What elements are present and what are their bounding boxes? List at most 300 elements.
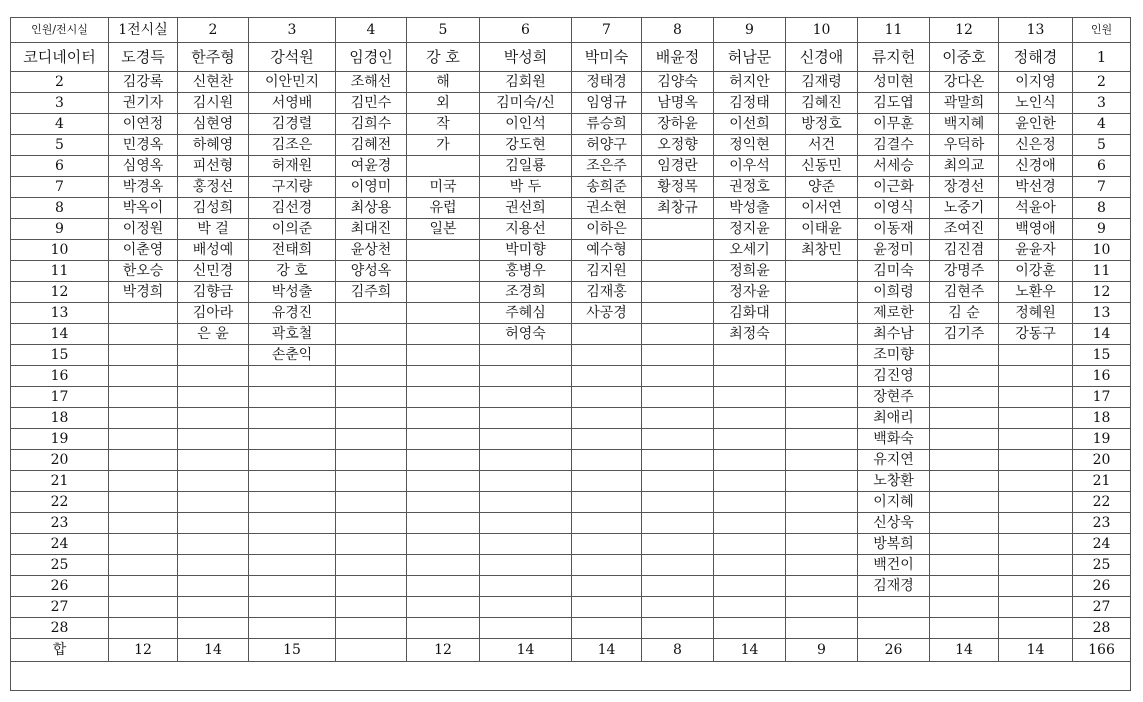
- table-cell: [642, 366, 714, 387]
- table-cell: 심현영: [178, 114, 249, 135]
- table-cell: 최창민: [786, 240, 858, 261]
- table-cell: 이연정: [109, 114, 178, 135]
- table-cell: [249, 597, 336, 618]
- table-cell: 김진영: [858, 366, 930, 387]
- table-cell: [714, 450, 786, 471]
- header-cell: 2: [178, 18, 249, 43]
- table-cell: 외: [407, 93, 480, 114]
- table-cell: [642, 282, 714, 303]
- table-row: [11, 597, 1131, 618]
- table-cell: [480, 534, 572, 555]
- table-cell: 이지혜: [858, 492, 930, 513]
- table-cell: 장현주: [858, 387, 930, 408]
- table-cell: 양성옥: [336, 261, 407, 282]
- table-cell: 최의교: [930, 156, 999, 177]
- table-cell: 류승희: [572, 114, 642, 135]
- table-cell: [109, 471, 178, 492]
- table-cell: 김 순: [930, 303, 999, 324]
- table-cell: 11: [1073, 261, 1131, 282]
- table-cell: [786, 282, 858, 303]
- table-cell: 서영배: [249, 93, 336, 114]
- table-cell: 정해경: [999, 43, 1073, 72]
- table-cell: [336, 450, 407, 471]
- table-cell: [407, 534, 480, 555]
- table-row: [11, 219, 1131, 240]
- table-cell: [480, 618, 572, 639]
- table-cell: 22: [1073, 492, 1131, 513]
- table-cell: [714, 471, 786, 492]
- table-cell: [407, 471, 480, 492]
- table-cell: [930, 597, 999, 618]
- table-cell: 도경득: [109, 43, 178, 72]
- header-cell: 5: [407, 18, 480, 43]
- table-cell: 오세기: [714, 240, 786, 261]
- table-cell: 9: [11, 219, 109, 240]
- total-cell: 166: [1073, 639, 1131, 662]
- table-cell: 16: [11, 366, 109, 387]
- table-row: [11, 177, 1131, 198]
- table-cell: [336, 324, 407, 345]
- table-cell: 강동구: [999, 324, 1073, 345]
- table-cell: 허남문: [714, 43, 786, 72]
- table-cell: 김주희: [336, 282, 407, 303]
- table-cell: [109, 303, 178, 324]
- table-cell: [714, 576, 786, 597]
- table-cell: 17: [11, 387, 109, 408]
- table-cell: 노창환: [858, 471, 930, 492]
- table-cell: 이희령: [858, 282, 930, 303]
- table-cell: 3: [1073, 93, 1131, 114]
- table-cell: 김시원: [178, 93, 249, 114]
- table-cell: [336, 576, 407, 597]
- table-cell: 홍병우: [480, 261, 572, 282]
- table-cell: [999, 387, 1073, 408]
- table-cell: [480, 345, 572, 366]
- table-cell: 김아라: [178, 303, 249, 324]
- table-cell: [178, 408, 249, 429]
- assignment-table: [10, 17, 1131, 691]
- table-cell: 임경란: [642, 156, 714, 177]
- table-cell: 박성출: [249, 282, 336, 303]
- table-cell: 송희준: [572, 177, 642, 198]
- table-cell: 최정숙: [714, 324, 786, 345]
- table-cell: [480, 513, 572, 534]
- table-cell: [786, 492, 858, 513]
- table-cell: [786, 303, 858, 324]
- table-row: [11, 114, 1131, 135]
- table-cell: [480, 429, 572, 450]
- table-cell: [407, 345, 480, 366]
- table-cell: [999, 450, 1073, 471]
- table-cell: 이안민지: [249, 72, 336, 93]
- table-cell: [999, 471, 1073, 492]
- table-cell: 허재원: [249, 156, 336, 177]
- table-cell: 손춘익: [249, 345, 336, 366]
- table-cell: 20: [11, 450, 109, 471]
- table-cell: 최창규: [642, 198, 714, 219]
- table-cell: 강 호: [249, 261, 336, 282]
- table-cell: 신동민: [786, 156, 858, 177]
- table-cell: 김혜진: [786, 93, 858, 114]
- table-cell: 김재경: [858, 576, 930, 597]
- table-cell: 박성출: [714, 198, 786, 219]
- table-cell: 류지헌: [858, 43, 930, 72]
- table-cell: 조여진: [930, 219, 999, 240]
- table-cell: 정혜원: [999, 303, 1073, 324]
- table-cell: [572, 534, 642, 555]
- total-cell: 12: [407, 639, 480, 662]
- table-row: [11, 156, 1131, 177]
- table-cell: 윤상천: [336, 240, 407, 261]
- table-cell: [407, 513, 480, 534]
- table-cell: [178, 576, 249, 597]
- table-cell: 이지영: [999, 72, 1073, 93]
- table-cell: [336, 597, 407, 618]
- table-cell: 6: [11, 156, 109, 177]
- table-cell: [999, 345, 1073, 366]
- table-cell: 조해선: [336, 72, 407, 93]
- header-cell: 3: [249, 18, 336, 43]
- table-cell: 김재홍: [572, 282, 642, 303]
- table-cell: 강석원: [249, 43, 336, 72]
- table-cell: 이우석: [714, 156, 786, 177]
- table-cell: [714, 345, 786, 366]
- table-cell: 강명주: [930, 261, 999, 282]
- table-cell: 김회원: [480, 72, 572, 93]
- table-cell: 민경옥: [109, 135, 178, 156]
- table-row: [11, 471, 1131, 492]
- table-cell: [999, 408, 1073, 429]
- header-cell: 인원/전시실: [11, 18, 109, 43]
- table-cell: [999, 429, 1073, 450]
- table-cell: [336, 345, 407, 366]
- table-cell: 지용선: [480, 219, 572, 240]
- table-cell: [858, 597, 930, 618]
- table-cell: 김현주: [930, 282, 999, 303]
- table-cell: [930, 555, 999, 576]
- table-cell: [572, 597, 642, 618]
- table-cell: [786, 450, 858, 471]
- table-cell: 25: [1073, 555, 1131, 576]
- table-cell: 28: [11, 618, 109, 639]
- table-cell: [714, 492, 786, 513]
- table-cell: 권소현: [572, 198, 642, 219]
- table-cell: [407, 156, 480, 177]
- table-cell: 17: [1073, 387, 1131, 408]
- table-cell: 19: [11, 429, 109, 450]
- table-cell: 16: [1073, 366, 1131, 387]
- table-cell: 정태경: [572, 72, 642, 93]
- table-cell: 27: [11, 597, 109, 618]
- table-cell: [572, 450, 642, 471]
- table-cell: [407, 366, 480, 387]
- table-cell: 김지원: [572, 261, 642, 282]
- table-cell: 백화숙: [858, 429, 930, 450]
- table-cell: 권기자: [109, 93, 178, 114]
- table-cell: [249, 513, 336, 534]
- table-cell: 정지윤: [714, 219, 786, 240]
- table-cell: 노중기: [930, 198, 999, 219]
- table-cell: 28: [1073, 618, 1131, 639]
- table-row: [11, 345, 1131, 366]
- staff-assignment-sheet: [10, 17, 1130, 695]
- table-cell: 18: [1073, 408, 1131, 429]
- table-cell: 김민수: [336, 93, 407, 114]
- table-cell: [336, 618, 407, 639]
- table-cell: 13: [1073, 303, 1131, 324]
- table-cell: 노인식: [999, 93, 1073, 114]
- table-cell: [336, 471, 407, 492]
- table-cell: [786, 387, 858, 408]
- table-cell: [178, 618, 249, 639]
- table-cell: 12: [1073, 282, 1131, 303]
- table-cell: [109, 366, 178, 387]
- table-cell: 24: [1073, 534, 1131, 555]
- table-cell: [642, 576, 714, 597]
- table-cell: 조미향: [858, 345, 930, 366]
- table-cell: [407, 597, 480, 618]
- table-cell: [786, 261, 858, 282]
- table-cell: 김양숙: [642, 72, 714, 93]
- table-cell: 윤인한: [999, 114, 1073, 135]
- table-cell: 예수형: [572, 240, 642, 261]
- table-cell: [336, 429, 407, 450]
- table-cell: [714, 534, 786, 555]
- table-cell: 20: [1073, 450, 1131, 471]
- table-cell: [572, 366, 642, 387]
- table-cell: 김성희: [178, 198, 249, 219]
- table-cell: 신민경: [178, 261, 249, 282]
- table-cell: 김희수: [336, 114, 407, 135]
- table-cell: [178, 534, 249, 555]
- table-cell: [407, 324, 480, 345]
- table-cell: 14: [1073, 324, 1131, 345]
- table-cell: [407, 492, 480, 513]
- table-row: [11, 534, 1131, 555]
- table-cell: [999, 534, 1073, 555]
- table-cell: 서세승: [858, 156, 930, 177]
- table-cell: 제로한: [858, 303, 930, 324]
- table-cell: [336, 534, 407, 555]
- table-cell: 조은주: [572, 156, 642, 177]
- table-cell: [109, 429, 178, 450]
- table-cell: [178, 450, 249, 471]
- table-cell: 박미숙: [572, 43, 642, 72]
- table-cell: [336, 303, 407, 324]
- header-cell: 6: [480, 18, 572, 43]
- table-cell: [336, 387, 407, 408]
- table-cell: 최대진: [336, 219, 407, 240]
- table-cell: [407, 282, 480, 303]
- table-cell: 신경애: [786, 43, 858, 72]
- table-cell: [786, 366, 858, 387]
- table-cell: 가: [407, 135, 480, 156]
- table-row: [11, 135, 1131, 156]
- table-cell: 권선희: [480, 198, 572, 219]
- table-cell: 14: [11, 324, 109, 345]
- table-cell: [786, 324, 858, 345]
- table-row: [11, 261, 1131, 282]
- table-cell: 정자윤: [714, 282, 786, 303]
- table-cell: 성미현: [858, 72, 930, 93]
- blank-footer-cell: [11, 662, 1131, 691]
- table-cell: [407, 408, 480, 429]
- table-cell: 이정원: [109, 219, 178, 240]
- table-cell: [480, 471, 572, 492]
- table-cell: 백건이: [858, 555, 930, 576]
- table-cell: 허영숙: [480, 324, 572, 345]
- table-cell: 박경옥: [109, 177, 178, 198]
- total-cell: 14: [930, 639, 999, 662]
- table-cell: [786, 513, 858, 534]
- table-cell: 임경인: [336, 43, 407, 72]
- table-cell: 신경애: [999, 156, 1073, 177]
- table-cell: 김정태: [714, 93, 786, 114]
- table-cell: [407, 618, 480, 639]
- table-cell: [642, 492, 714, 513]
- table-cell: 이춘영: [109, 240, 178, 261]
- table-cell: 신상욱: [858, 513, 930, 534]
- table-cell: 신현찬: [178, 72, 249, 93]
- table-cell: [480, 576, 572, 597]
- table-cell: 이하은: [572, 219, 642, 240]
- header-cell: 1전시실: [109, 18, 178, 43]
- table-cell: [642, 324, 714, 345]
- table-cell: [714, 366, 786, 387]
- table-cell: 이영식: [858, 198, 930, 219]
- table-cell: [109, 345, 178, 366]
- table-cell: [480, 555, 572, 576]
- table-cell: 2: [1073, 72, 1131, 93]
- table-cell: [109, 450, 178, 471]
- table-cell: 김선경: [249, 198, 336, 219]
- total-cell: 8: [642, 639, 714, 662]
- header-cell: 8: [642, 18, 714, 43]
- table-cell: 15: [1073, 345, 1131, 366]
- table-cell: 유럽: [407, 198, 480, 219]
- table-cell: 주혜심: [480, 303, 572, 324]
- table-cell: [572, 324, 642, 345]
- table-cell: 미국: [407, 177, 480, 198]
- table-cell: 13: [11, 303, 109, 324]
- table-cell: [714, 408, 786, 429]
- table-cell: 1: [1073, 43, 1131, 72]
- table-cell: [480, 387, 572, 408]
- table-cell: 강 호: [407, 43, 480, 72]
- table-cell: [572, 492, 642, 513]
- table-cell: [109, 555, 178, 576]
- table-cell: 최애리: [858, 408, 930, 429]
- table-cell: [642, 429, 714, 450]
- table-cell: [999, 576, 1073, 597]
- table-cell: 최수남: [858, 324, 930, 345]
- table-cell: 윤정미: [858, 240, 930, 261]
- table-cell: [642, 618, 714, 639]
- table-row: [11, 429, 1131, 450]
- total-cell: 26: [858, 639, 930, 662]
- table-cell: [930, 471, 999, 492]
- table-cell: [572, 429, 642, 450]
- table-cell: 이중호: [930, 43, 999, 72]
- table-cell: 김화대: [714, 303, 786, 324]
- table-cell: [336, 408, 407, 429]
- table-cell: 전태희: [249, 240, 336, 261]
- table-cell: [249, 429, 336, 450]
- table-cell: [572, 576, 642, 597]
- table-cell: 26: [11, 576, 109, 597]
- table-cell: [109, 576, 178, 597]
- table-cell: 박선경: [999, 177, 1073, 198]
- table-cell: [714, 597, 786, 618]
- table-cell: 김도엽: [858, 93, 930, 114]
- table-cell: [572, 387, 642, 408]
- table-cell: 11: [11, 261, 109, 282]
- table-cell: 장하윤: [642, 114, 714, 135]
- table-cell: 8: [11, 198, 109, 219]
- table-cell: 백지혜: [930, 114, 999, 135]
- table-cell: 3: [11, 93, 109, 114]
- table-cell: 심영옥: [109, 156, 178, 177]
- header-cell: 11: [858, 18, 930, 43]
- table-cell: 오정향: [642, 135, 714, 156]
- table-cell: [642, 597, 714, 618]
- table-row: [11, 555, 1131, 576]
- total-cell: 14: [572, 639, 642, 662]
- table-cell: [249, 408, 336, 429]
- table-cell: [249, 576, 336, 597]
- table-row: [11, 282, 1131, 303]
- table-cell: 박성희: [480, 43, 572, 72]
- table-cell: [336, 513, 407, 534]
- table-cell: 허지안: [714, 72, 786, 93]
- header-cell: 7: [572, 18, 642, 43]
- table-cell: 석윤아: [999, 198, 1073, 219]
- table-cell: [109, 408, 178, 429]
- table-cell: 하혜영: [178, 135, 249, 156]
- table-cell: 이영미: [336, 177, 407, 198]
- table-cell: [249, 555, 336, 576]
- table-cell: 박 두: [480, 177, 572, 198]
- table-cell: 허양구: [572, 135, 642, 156]
- table-row: [11, 324, 1131, 345]
- table-cell: [480, 408, 572, 429]
- table-cell: 배성예: [178, 240, 249, 261]
- table-cell: 김결수: [858, 135, 930, 156]
- table-cell: 23: [11, 513, 109, 534]
- table-cell: 코디네이터: [11, 43, 109, 72]
- table-row: [11, 198, 1131, 219]
- table-cell: [642, 261, 714, 282]
- table-cell: 26: [1073, 576, 1131, 597]
- table-cell: [336, 555, 407, 576]
- table-row: [11, 72, 1131, 93]
- table-cell: [407, 303, 480, 324]
- table-cell: 4: [1073, 114, 1131, 135]
- table-cell: [480, 366, 572, 387]
- table-cell: [572, 408, 642, 429]
- table-cell: [109, 597, 178, 618]
- table-cell: [642, 555, 714, 576]
- table-cell: [572, 618, 642, 639]
- table-cell: 15: [11, 345, 109, 366]
- table-cell: [930, 618, 999, 639]
- table-row: [11, 387, 1131, 408]
- header-cell: 4: [336, 18, 407, 43]
- table-cell: 10: [11, 240, 109, 261]
- table-cell: [249, 618, 336, 639]
- total-cell: 14: [999, 639, 1073, 662]
- table-cell: [642, 450, 714, 471]
